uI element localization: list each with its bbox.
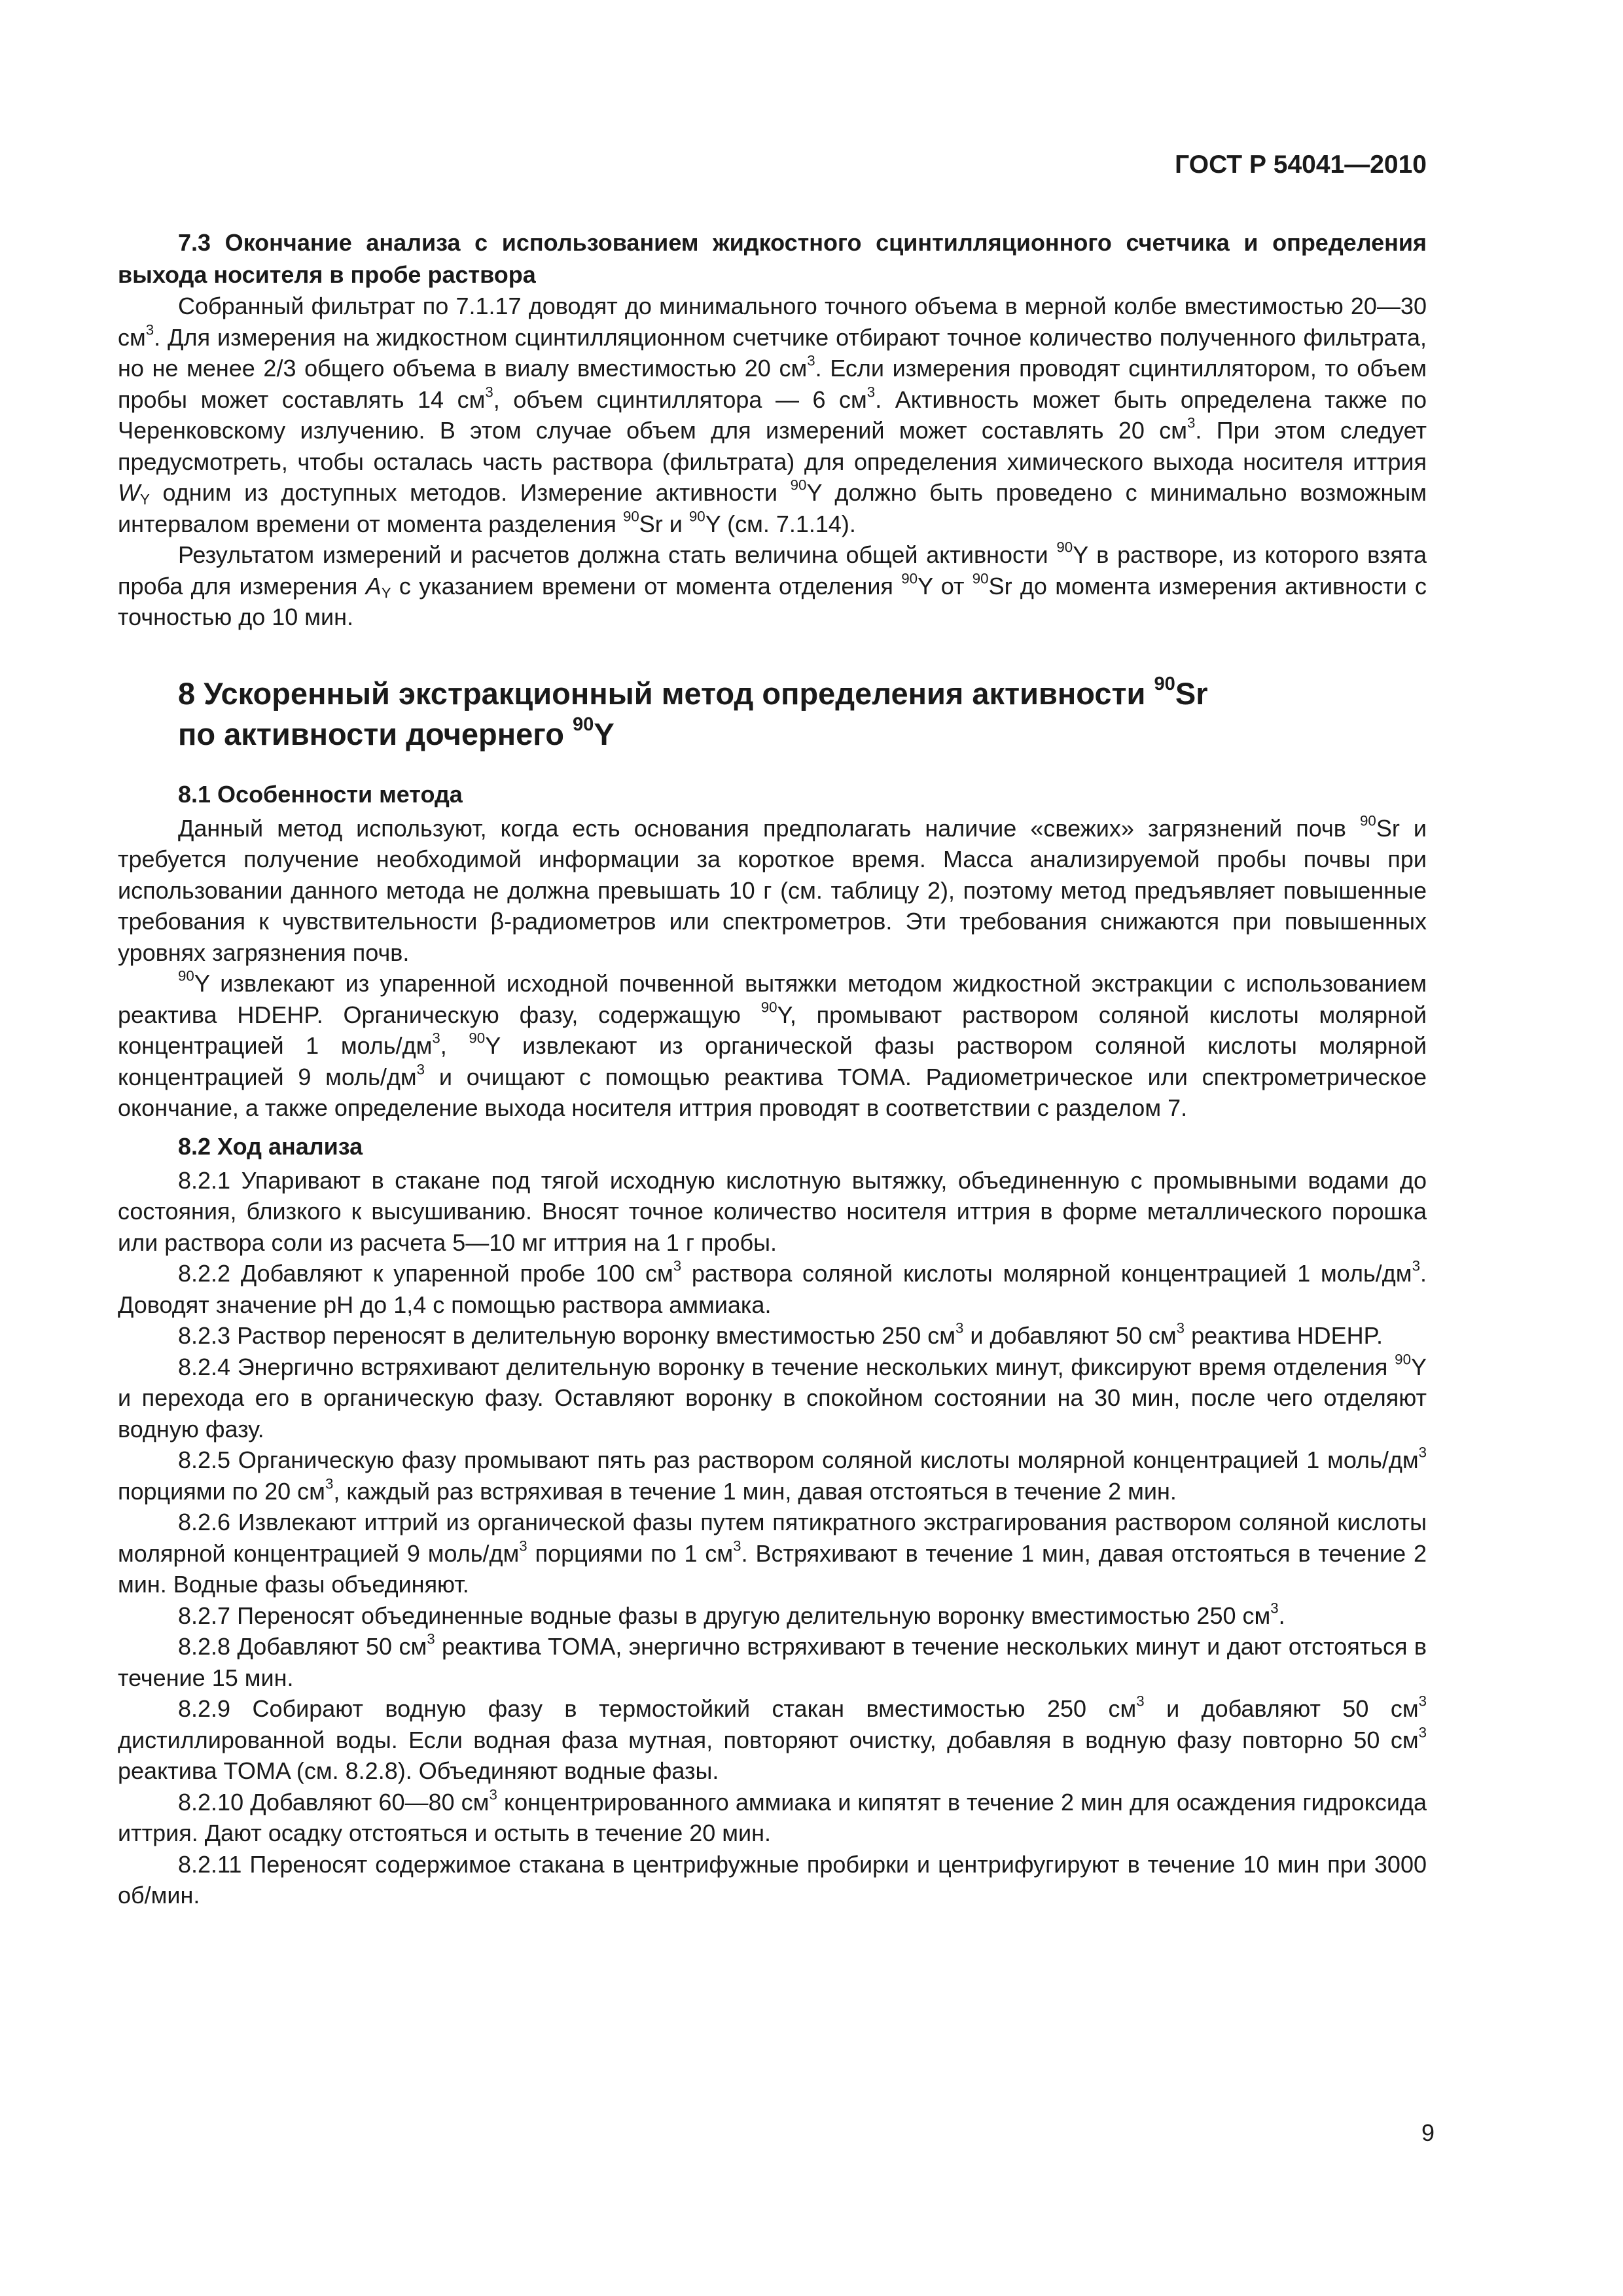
text-run: . Встряхивают в течение 1 мин, давая отстояться в течение 2 мин. Водные фазы объединяют. <box>118 1539 1427 1598</box>
text-run: реактива TOMA, энергично встряхивают в течение нескольких минут и дают отстояться в течение 15 мин. <box>118 1633 1427 1691</box>
section-8-title <box>178 673 1427 755</box>
document-header: ГОСТ Р 54041—2010 <box>1175 151 1427 179</box>
superscript: 3 <box>1186 414 1196 431</box>
text-run: Sr <box>1175 675 1208 711</box>
subsection-8-1-paragraph-2 <box>118 968 1427 1124</box>
text-run: Y и перехода его в органическую фазу. Оставляют воронку в спокойном состоянии на 30 мин, после чего отделяют водную фазу. <box>118 1353 1427 1443</box>
text-run: . Доводят значение pH до 1,4 с помощью раствора аммиака. <box>118 1260 1427 1318</box>
text-run: Y, промывают раствором соляной кислоты молярной концентрацией 1 моль/дм <box>118 1001 1427 1059</box>
text-run: , объем сцинтиллятора — 6 см <box>493 386 867 413</box>
text-run: Собранный фильтрат по 7.1.17 доводят до минимального точного объема в мерной колбе вместимостью 20—30 см <box>118 293 1427 351</box>
item-8-2-9 <box>118 1693 1427 1787</box>
subsection-7-3-title: 7.3 Окончание анализа с использованием жидкостного сцинтилляционного счетчика и определения выхода носителя в пробе раствора <box>118 229 1427 288</box>
superscript: 90 <box>972 569 989 586</box>
superscript: 3 <box>1418 1444 1427 1461</box>
text-run: по активности дочернего <box>178 716 573 751</box>
document-page <box>118 151 1427 1911</box>
superscript: 90 <box>469 1030 486 1047</box>
symbol-a: A <box>365 572 382 600</box>
text-run: Sr и <box>639 510 689 537</box>
text-run: Y извлекают из органической фазы раствором соляной кислоты молярной концентрацией 9 моль/дм <box>118 1032 1427 1090</box>
item-8-2-10 <box>118 1787 1427 1849</box>
text-run: , <box>440 1032 469 1059</box>
superscript: 90 <box>901 569 918 586</box>
item-8-2-3 <box>118 1320 1427 1352</box>
text-run: . При этом следует предусмотреть, чтобы осталась часть раствора (фильтрата) для определения химического выхода носителя иттрия <box>118 417 1427 475</box>
item-8-2-7 <box>118 1600 1427 1632</box>
subsection-8-2-title: 8.2 Ход анализа <box>178 1132 363 1160</box>
superscript: 3 <box>1418 1693 1427 1710</box>
subsection-7-3-paragraph-2 <box>118 539 1427 633</box>
item-8-2-8 <box>118 1631 1427 1693</box>
superscript: 3 <box>1412 1257 1420 1274</box>
text-run: 8.2.3 Раствор переносят в делительную воронку вместимостью 250 см <box>178 1322 955 1349</box>
text-run: , каждый раз встряхивая в течение 1 мин, давая отстояться в течение 2 мин. <box>333 1477 1177 1505</box>
superscript: 90 <box>1359 812 1376 829</box>
superscript: 3 <box>432 1030 440 1047</box>
superscript: 90 <box>572 713 594 735</box>
text-run: реактива HDEHP. <box>1185 1322 1383 1349</box>
subsection-8-1-title: 8.1 Особенности метода <box>178 780 463 808</box>
text-run: Y <box>594 716 615 751</box>
text-run: порциями по 20 см <box>118 1477 325 1505</box>
superscript: 3 <box>489 1785 497 1803</box>
text-run: 8.2.9 Собирают водную фазу в термостойкий стакан вместимостью 250 см <box>178 1695 1137 1722</box>
superscript: 90 <box>790 476 807 493</box>
superscript: 90 <box>1056 539 1073 556</box>
text-run: 8.2.7 Переносят объединенные водные фазы в другую делительную воронку вместимостью 250 см <box>178 1602 1271 1629</box>
superscript: 90 <box>688 507 705 524</box>
superscript: 3 <box>1418 1723 1427 1740</box>
subsection-7-3-paragraph-1 <box>118 291 1427 539</box>
text-run: Sr и требуется получение необходимой информации за короткое время. Масса анализируемой пробы почвы при использовании данного метода не должна превышать 10 г (см. таблицу 2), поэтому метод предъявляет повышенные требования к чувствительности β-радиометров или спектрометров. Эти требования снижаются при повышенных уровнях загрязнения почв. <box>118 814 1427 966</box>
text-run: Y должно быть проведено с минимально возможным интервалом времени от момента разделения <box>118 479 1427 537</box>
superscript: 3 <box>427 1630 435 1647</box>
text-run: и очищают с помощью реактива TOMA. Радиометрическое или спектрометрическое окончание, а также определение выхода носителя иттрия проводят в соответствии с разделом 7. <box>118 1063 1427 1121</box>
text-run: одним из доступных методов. Измерение активности <box>149 479 791 506</box>
section-8-title-line-2 <box>178 714 1427 755</box>
text-run: и добавляют 50 см <box>963 1322 1177 1349</box>
text-run: 8.2.10 Добавляют 60—80 см <box>178 1788 490 1816</box>
text-run: . <box>1278 1602 1285 1629</box>
text-run: . Если измерения проводят сцинтиллятором, то объем пробы может составлять 14 см <box>118 355 1427 413</box>
item-8-2-6 <box>118 1507 1427 1600</box>
superscript: 90 <box>760 998 777 1015</box>
text-run: Y от <box>918 572 972 600</box>
text-run: 8.2.8 Добавляют 50 см <box>178 1633 427 1660</box>
superscript: 3 <box>673 1257 682 1274</box>
text-run: . Для измерения на жидкостном сцинтилляционном счетчике отбирают точное количество полученного фильтрата, но не менее 2/3 общего объема в виалу вместимостью 20 см <box>118 323 1427 382</box>
subsection-8-1-paragraph-1 <box>118 813 1427 969</box>
superscript: 3 <box>325 1475 334 1492</box>
superscript: 3 <box>955 1319 964 1336</box>
superscript: 90 <box>1154 673 1175 694</box>
text-run: раствора соляной кислоты молярной концентрацией 1 моль/дм <box>681 1260 1412 1287</box>
text-run: 8.2.5 Органическую фазу промывают пять раз раствором соляной кислоты молярной концентрацией 1 моль/дм <box>178 1446 1419 1473</box>
superscript: 90 <box>178 967 194 984</box>
item-8-2-4 <box>118 1352 1427 1445</box>
text-run: порциями по 1 см <box>527 1539 734 1567</box>
text-run: 8.2.2 Добавляют к упаренной пробе 100 см <box>178 1260 673 1287</box>
text-run: . Активность может быть определена также по Черенковскому излучению. В этом случае объем для измерений может составлять 20 см <box>118 386 1427 444</box>
text-run: Sr до момента измерения активности с точностью до 10 мин. <box>118 572 1427 630</box>
superscript: 90 <box>1395 1350 1411 1367</box>
symbol-w: W <box>118 479 140 506</box>
text-run: 8.2.4 Энергично встряхивают делительную воронку в течение нескольких минут, фиксируют время отделения <box>178 1353 1395 1380</box>
superscript: 3 <box>733 1537 741 1554</box>
text-run: Данный метод используют, когда есть основания предполагать наличие «свежих» загрязнений почв <box>178 814 1360 842</box>
item-8-2-5 <box>118 1444 1427 1507</box>
superscript: 3 <box>807 352 815 369</box>
section-8-title-line-1 <box>178 673 1427 714</box>
superscript: 3 <box>866 383 876 400</box>
item-8-2-2 <box>118 1258 1427 1320</box>
superscript: 3 <box>145 321 154 338</box>
text-run: 8 Ускоренный экстракционный метод определения активности <box>178 675 1154 711</box>
text-run: с указанием времени от момента отделения <box>391 572 902 600</box>
text-run: реактива TOMA (см. 8.2.8). Объединяют водные фазы. <box>118 1757 719 1784</box>
text-run: концентрированного аммиака и кипятят в течение 2 мин для осаждения гидроксида иттрия. Дают осадку отстояться и остыть в течение 20 мин. <box>118 1788 1427 1846</box>
text-run: Y (см. 7.1.14). <box>705 510 856 537</box>
text-run: 8.2.6 Извлекают иттрий из органической фазы путем пятикратного экстрагирования раствором соляной кислоты молярной концентрацией 9 моль/дм <box>118 1509 1427 1567</box>
subscript: Y <box>381 584 391 601</box>
text-run: Y в растворе, из которого взята проба для измерения <box>118 541 1427 600</box>
superscript: 90 <box>622 507 639 524</box>
page-number: 9 <box>1421 2119 1435 2146</box>
text-run: дистиллированной воды. Если водная фаза мутная, повторяют очистку, добавляя в водную фазу повторно 50 см <box>118 1726 1419 1753</box>
item-8-2-1: 8.2.1 Упаривают в стакане под тягой исходную кислотную вытяжку, объединенную с промывными водами до состояния, близкого к высушиванию. Вносят точное количество носителя иттрия в форме металлического порошка или раствора соли из расчета 5—10 мг иттрия на 1 г пробы. <box>118 1166 1427 1256</box>
superscript: 3 <box>416 1060 425 1077</box>
text-run: и добавляют 50 см <box>1144 1695 1419 1722</box>
superscript: 3 <box>1136 1693 1145 1710</box>
text-run: Y извлекают из упаренной исходной почвенной вытяжки методом жидкостной экстракции с использованием реактива HDEHP. Органическую фазу, содержащую <box>118 970 1427 1028</box>
text-run: Результатом измерений и расчетов должна стать величина общей активности <box>178 541 1057 568</box>
subscript: Y <box>139 491 150 508</box>
superscript: 3 <box>519 1537 527 1554</box>
superscript: 3 <box>1270 1599 1279 1616</box>
superscript: 3 <box>1176 1319 1185 1336</box>
item-8-2-11: 8.2.11 Переносят содержимое стакана в центрифужные пробирки и центрифугируют в течение 10 мин при 3000 об/мин. <box>118 1850 1427 1909</box>
superscript: 3 <box>485 383 493 400</box>
